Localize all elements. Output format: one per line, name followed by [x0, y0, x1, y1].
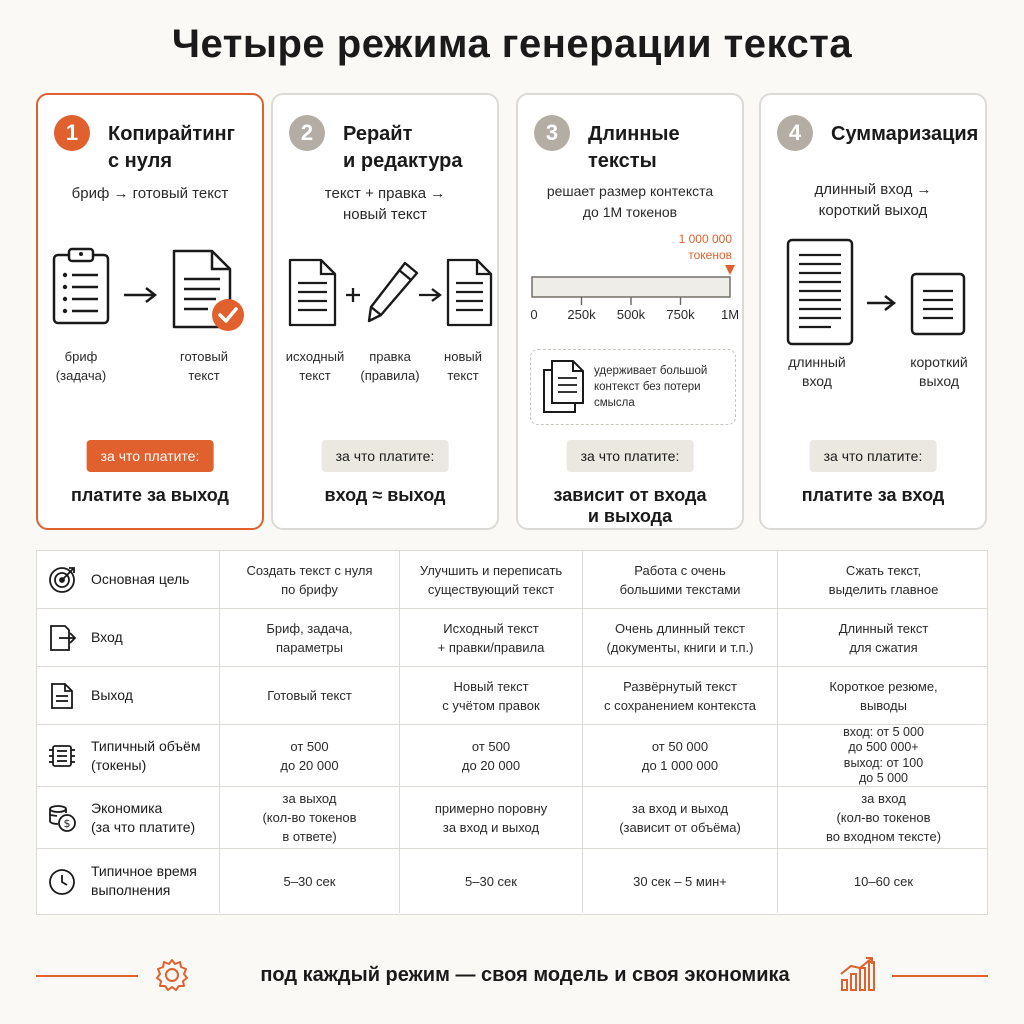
- documents-stack-icon: [541, 358, 585, 414]
- row-header-label: Экономика (за что платите): [91, 799, 196, 835]
- scale-tick-label: 0: [530, 307, 538, 322]
- mode-card-long-texts: [516, 93, 744, 530]
- page-title: Четыре режима генерации текста: [171, 22, 853, 66]
- note-box: [530, 349, 736, 425]
- footer-divider-right: [892, 975, 988, 977]
- table-row: [37, 666, 987, 724]
- mode-title: Копирайтинг с нуля: [108, 123, 235, 172]
- pay-summary: зависит от входа и выхода: [553, 485, 707, 526]
- table-row: [37, 724, 987, 786]
- table-cell: Короткое резюме, выводы: [777, 667, 989, 724]
- table-cell: за вход и выход (зависит от объёма): [582, 787, 777, 848]
- table-cell: Улучшить и переписать существующий текст: [399, 551, 582, 608]
- new-text-label: новый текст: [444, 349, 482, 383]
- table-cell: Сжать текст, выделить главное: [777, 551, 989, 608]
- table-cell: вход: от 5 000 до 500 000+ выход: от 100 до 5 000: [777, 725, 989, 786]
- scale-tick-label: 750k: [666, 307, 695, 322]
- row-header-label: Основная цель: [91, 571, 190, 587]
- table-cell: от 50 000 до 1 000 000: [582, 725, 777, 786]
- scale-tick-label: 500k: [616, 307, 646, 322]
- growth-chart-icon: [838, 956, 878, 992]
- mode-card-rewrite: [271, 93, 499, 530]
- table-cell: от 500 до 20 000: [219, 725, 399, 786]
- pay-pill: за что платите:: [87, 440, 214, 472]
- context-limit-marker: [725, 265, 735, 275]
- row-header: [37, 551, 219, 608]
- short-document-icon: [909, 271, 969, 337]
- row-header: [37, 609, 219, 666]
- table-cell: 5–30 сек: [399, 849, 582, 913]
- short-output-label: короткий выход: [910, 354, 968, 389]
- table-cell: Бриф, задача, параметры: [219, 609, 399, 666]
- mode-subtitle: бриф → готовый текст: [71, 185, 229, 202]
- table-cell: Развёрнутый текст с сохранением контекста: [582, 667, 777, 724]
- mode-subtitle: решает размер контекста до 1M токенов: [546, 183, 714, 220]
- target-icon: [47, 565, 77, 595]
- note-text: удерживает большой контекст без потери смысла: [594, 365, 708, 409]
- footer-divider-left: [36, 975, 138, 977]
- mode-card-summarization: [759, 93, 987, 530]
- row-header-label: Типичный объём (токены): [91, 737, 201, 773]
- row-header: [37, 667, 219, 724]
- table-cell: 5–30 сек: [219, 849, 399, 913]
- table-row: [37, 551, 987, 608]
- table-row: [37, 608, 987, 666]
- scale-tick-label: 250k: [567, 307, 596, 322]
- row-header-label: Выход: [91, 687, 133, 703]
- clipboard-icon: [52, 245, 112, 325]
- pay-pill: за что платите:: [567, 440, 694, 472]
- document-check-icon: [170, 247, 246, 333]
- mode-number-badge: 1: [54, 115, 90, 151]
- pay-summary: платите за вход: [801, 485, 945, 505]
- arrow-right-icon: [865, 293, 897, 313]
- plus-icon: [345, 287, 361, 303]
- table-cell: Создать текст с нуля по брифу: [219, 551, 399, 608]
- comparison-table: [36, 550, 988, 915]
- pencil-icon: [365, 259, 421, 325]
- context-scale-bar: [532, 277, 730, 297]
- pay-summary: вход ≈ выход: [324, 485, 446, 505]
- row-header-label: Типичное время выполнения: [91, 863, 197, 898]
- source-text-label: исходный текст: [285, 349, 345, 383]
- table-row: [37, 848, 987, 913]
- footer-tagline: под каждый режим — своя модель и своя экономика: [260, 964, 790, 986]
- table-cell: Готовый текст: [219, 667, 399, 724]
- mode-card-copywriting: [36, 93, 264, 530]
- document-icon: [287, 257, 339, 329]
- long-input-label: длинный вход: [788, 354, 846, 389]
- pay-summary: платите за выход: [71, 485, 229, 505]
- pay-pill: за что платите:: [322, 440, 449, 472]
- mode-title: Суммаризация: [831, 123, 979, 145]
- svg-text:$: $: [63, 817, 71, 830]
- mode-number-badge: 3: [534, 115, 570, 151]
- mode-subtitle: текст + правка → новый текст: [324, 185, 446, 223]
- row-header-label: Вход: [91, 629, 123, 645]
- pay-pill: за что платите:: [810, 440, 937, 472]
- arrow-right-icon: [417, 286, 443, 304]
- row-header: [37, 725, 219, 786]
- mode-subtitle: длинный вход → короткий выход: [814, 181, 932, 219]
- document-icon: [445, 257, 495, 329]
- context-limit-label: 1 000 000 токенов: [678, 232, 732, 262]
- table-row: [37, 786, 987, 848]
- table-cell: за выход (кол-во токенов в ответе): [219, 787, 399, 848]
- row-header: [37, 787, 219, 848]
- edit-label: правка (правила): [360, 349, 420, 383]
- row-header: [37, 849, 219, 913]
- table-cell: 10–60 сек: [777, 849, 989, 913]
- scale-tick-label: 1M: [720, 307, 740, 322]
- table-cell: примерно поровну за вход и выход: [399, 787, 582, 848]
- mode-number-badge: 4: [777, 115, 813, 151]
- mode-number-badge: 2: [289, 115, 325, 151]
- gear-icon: [154, 957, 190, 993]
- table-cell: Работа с очень большими текстами: [582, 551, 777, 608]
- chip-icon: [47, 741, 77, 771]
- table-cell: Длинный текст для сжатия: [777, 609, 989, 666]
- table-cell: за вход (кол-во токенов во входном тексте): [777, 787, 989, 848]
- input-label: бриф (задача): [55, 349, 107, 383]
- output-label: готовый текст: [180, 349, 228, 383]
- table-cell: 30 сек – 5 мин+: [582, 849, 777, 913]
- mode-title: Рерайт и редактура: [343, 123, 463, 172]
- mode-title: Длинные тексты: [588, 123, 680, 172]
- table-cell: Новый текст с учётом правок: [399, 667, 582, 724]
- input-arrow-icon: [47, 623, 77, 653]
- table-cell: Исходный текст + правки/правила: [399, 609, 582, 666]
- arrow-right-icon: [122, 285, 158, 305]
- clock-icon: [47, 867, 77, 897]
- table-cell: от 500 до 20 000: [399, 725, 582, 786]
- long-document-icon: [785, 237, 855, 347]
- document-icon: [47, 681, 77, 711]
- table-cell: Очень длинный текст (документы, книги и т.п.): [582, 609, 777, 666]
- coins-icon: [47, 803, 77, 833]
